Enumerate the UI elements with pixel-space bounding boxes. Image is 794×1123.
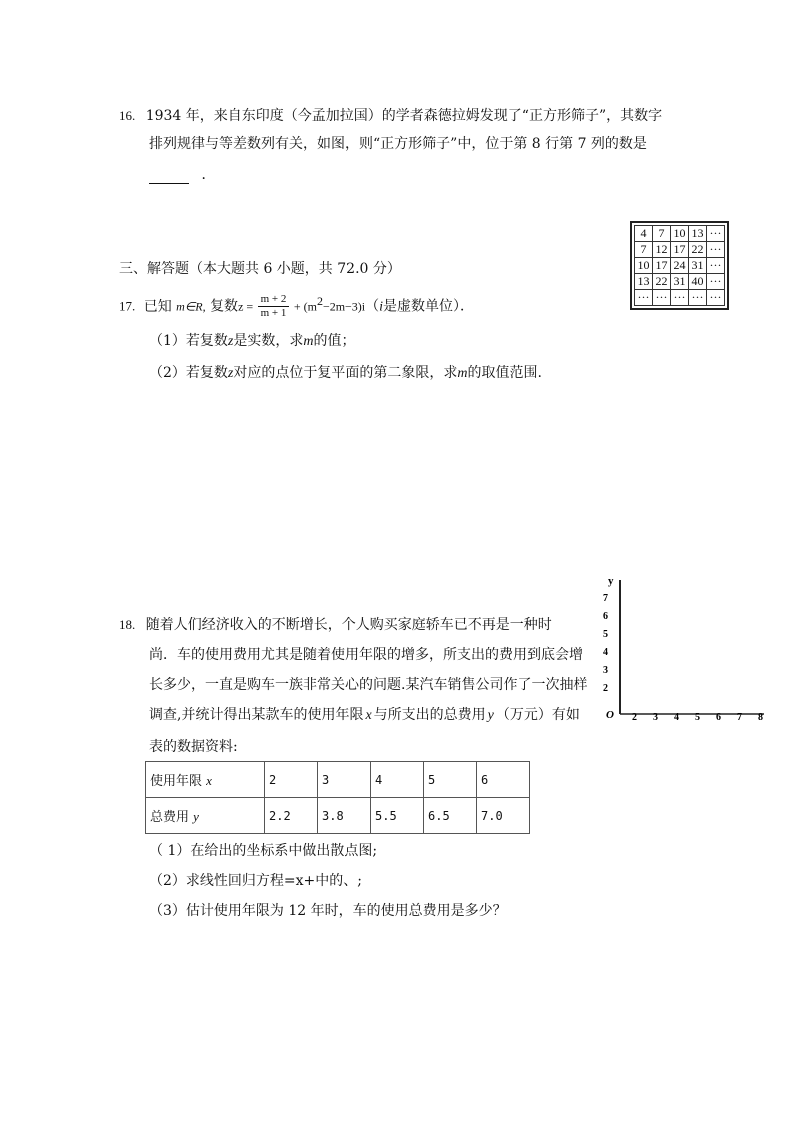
row1-var: x: [206, 773, 212, 788]
y-axis-label: y: [608, 575, 614, 587]
q18-line4-b: 与所支出的总费用: [373, 707, 486, 723]
x-tick-label: 6: [716, 712, 721, 723]
sieve-cell: 31: [689, 258, 707, 274]
q18-line4: [149, 706, 580, 725]
sieve-cell: ···: [653, 290, 671, 306]
table-row: [146, 798, 530, 834]
x-tick-label: 8: [758, 712, 763, 723]
sieve-row: [635, 290, 725, 306]
sieve-cell: ···: [707, 274, 725, 290]
q18-text-line1: 随着人们经济收入的不断增长，个人购买家庭轿车已不再是一种时: [145, 617, 552, 633]
table-row: [146, 762, 530, 798]
x-tick-label: 3: [653, 712, 658, 723]
table-cell: 6.5: [424, 798, 477, 834]
sieve-cell: ···: [689, 290, 707, 306]
sieve-row: [635, 226, 725, 242]
sieve-cell: 24: [671, 258, 689, 274]
sieve-cell: ···: [707, 226, 725, 242]
y-tick-label: 4: [603, 647, 608, 658]
q18-text-line3: 长多少，一直是购车一族非常关心的问题.某汽车销售公司作了一次抽样: [149, 677, 588, 693]
table-cell: 2: [265, 762, 318, 798]
q17-pre: 已知: [143, 298, 172, 315]
q17-z-eq: z =: [238, 299, 254, 314]
q16-line1: [119, 107, 662, 125]
sieve-cell: ···: [707, 290, 725, 306]
sieve-cell: 10: [671, 226, 689, 242]
q18-data-table: [145, 761, 530, 834]
sieve-cell: ···: [707, 242, 725, 258]
q16-end-mark: ．: [201, 167, 216, 183]
q17-part1-a: （1）若复数: [149, 333, 228, 349]
q17-stem: [119, 292, 474, 320]
q17-frac-den: m + 1: [260, 307, 287, 320]
sieve-cell: 17: [671, 242, 689, 258]
q17-part2: [149, 364, 542, 383]
sieve-cell: 22: [689, 242, 707, 258]
x-tick-label: 7: [737, 712, 742, 723]
q18-text-line2: 尚．车的使用费用尤其是随着使用年限的增多，所支出的费用到底会增: [149, 647, 583, 663]
q18-data-table-wrap: [145, 761, 530, 834]
q18-part3: （3）估计使用年限为 12 年时，车的使用总费用是多少？: [149, 903, 507, 919]
sieve-cell: ···: [671, 290, 689, 306]
sieve-cell: 12: [653, 242, 671, 258]
sieve-cell: 13: [635, 274, 653, 290]
y-tick-label: 6: [603, 611, 608, 622]
y-tick-label: 5: [603, 629, 608, 640]
q18-line1: [119, 616, 552, 634]
square-sieve-table: [634, 225, 725, 306]
sieve-cell: 7: [635, 242, 653, 258]
y-tick-label: 7: [603, 593, 608, 604]
q18-line4-c: （万元）有如: [495, 707, 580, 723]
table-cell: 6: [477, 762, 530, 798]
q17-number: 17.: [119, 298, 136, 314]
table-cell: 4: [371, 762, 424, 798]
q17-frac-num: m + 2: [258, 293, 290, 307]
q17-fraction: [258, 293, 290, 320]
sieve-row: [635, 274, 725, 290]
table-cell: 7.0: [477, 798, 530, 834]
sieve-row: [635, 258, 725, 274]
q17-complex-label: 复数: [210, 298, 239, 315]
sieve-cell: 4: [635, 226, 653, 242]
q16-text-line2: 排列规律与等差数列有关，如图，则“正方形筛子”中，位于第 8 行第 7 列的数是: [149, 136, 647, 152]
q18-part2: （2）求线性回归方程=x+中的、;: [149, 873, 362, 889]
q17-part2-m: m: [457, 366, 468, 381]
q17-part1-m: m: [303, 334, 314, 349]
sieve-cell: 10: [635, 258, 653, 274]
q17-part1-c: 的值；: [313, 333, 356, 349]
table-cell-label: [146, 798, 265, 834]
q18-line4-a: 调查,并统计得出某款车的使用年限: [149, 707, 364, 723]
q17-note-i: i: [379, 299, 384, 315]
x-tick-label: 5: [695, 712, 700, 723]
q16-number: 16.: [119, 108, 136, 123]
sieve-row: [635, 242, 725, 258]
q17-part1-z: z: [227, 334, 234, 349]
section3-title: 三、解答题（本大题共 6 小题，共 72.0 分）: [119, 261, 401, 277]
row1-label: 使用年限: [150, 774, 203, 789]
q17-note-open: （: [365, 298, 380, 315]
y-tick-label: 3: [603, 665, 608, 676]
table-cell: 3.8: [318, 798, 371, 834]
sieve-cell: 40: [689, 274, 707, 290]
q18-text-line5: 表的数据资料:: [149, 739, 238, 755]
q17-rest-sup: 2: [316, 294, 323, 308]
q17-part2-c: 的取值范围.: [467, 365, 542, 381]
row2-label: 总费用: [150, 810, 190, 825]
q17-part1-b: 是实数，求: [233, 333, 304, 349]
q18-line4-y: y: [487, 708, 494, 723]
q17-part1: [149, 332, 356, 351]
q17-rest: + (m: [293, 299, 317, 314]
q16-text-line1: 1934 年，来自东印度（今孟加拉国）的学者森德拉姆发现了“正方形筛子”，其数字: [145, 108, 663, 124]
q17-m-in-r: m∈R,: [176, 299, 206, 314]
x-tick-label: 4: [674, 712, 679, 723]
table-cell: 5: [424, 762, 477, 798]
q17-note-rest: 是虚数单位）．: [383, 298, 475, 315]
table-cell-label: [146, 762, 265, 798]
q18-line4-x: x: [365, 708, 372, 723]
q17-part2-b: 对应的点位于复平面的第二象限，求: [233, 365, 458, 381]
q17-part2-z: z: [227, 366, 234, 381]
sieve-cell: 7: [653, 226, 671, 242]
sieve-cell: ···: [707, 258, 725, 274]
table-cell: 5.5: [371, 798, 424, 834]
sieve-cell: 31: [671, 274, 689, 290]
sieve-cell: 17: [653, 258, 671, 274]
q18-part1: （ 1）在给出的坐标系中做出散点图;: [149, 843, 378, 859]
table-cell: 2.2: [265, 798, 318, 834]
coordinate-axes-figure: [598, 572, 770, 724]
axes-group: [603, 575, 764, 723]
table-cell: 3: [318, 762, 371, 798]
sieve-cell: 13: [689, 226, 707, 242]
sieve-cell: 22: [653, 274, 671, 290]
sieve-cell: ···: [635, 290, 653, 306]
q16-answer-line: [149, 166, 215, 184]
x-tick-label: 2: [632, 712, 637, 723]
row2-var: y: [193, 809, 199, 824]
answer-blank[interactable]: [149, 169, 189, 184]
y-tick-label: 2: [603, 683, 608, 694]
origin-label: O: [606, 709, 614, 721]
q18-number: 18.: [119, 617, 136, 632]
square-sieve-figure: [630, 221, 729, 310]
q17-part2-a: （2）若复数: [149, 365, 228, 381]
q17-rest2: −2m−3)i: [322, 299, 366, 314]
